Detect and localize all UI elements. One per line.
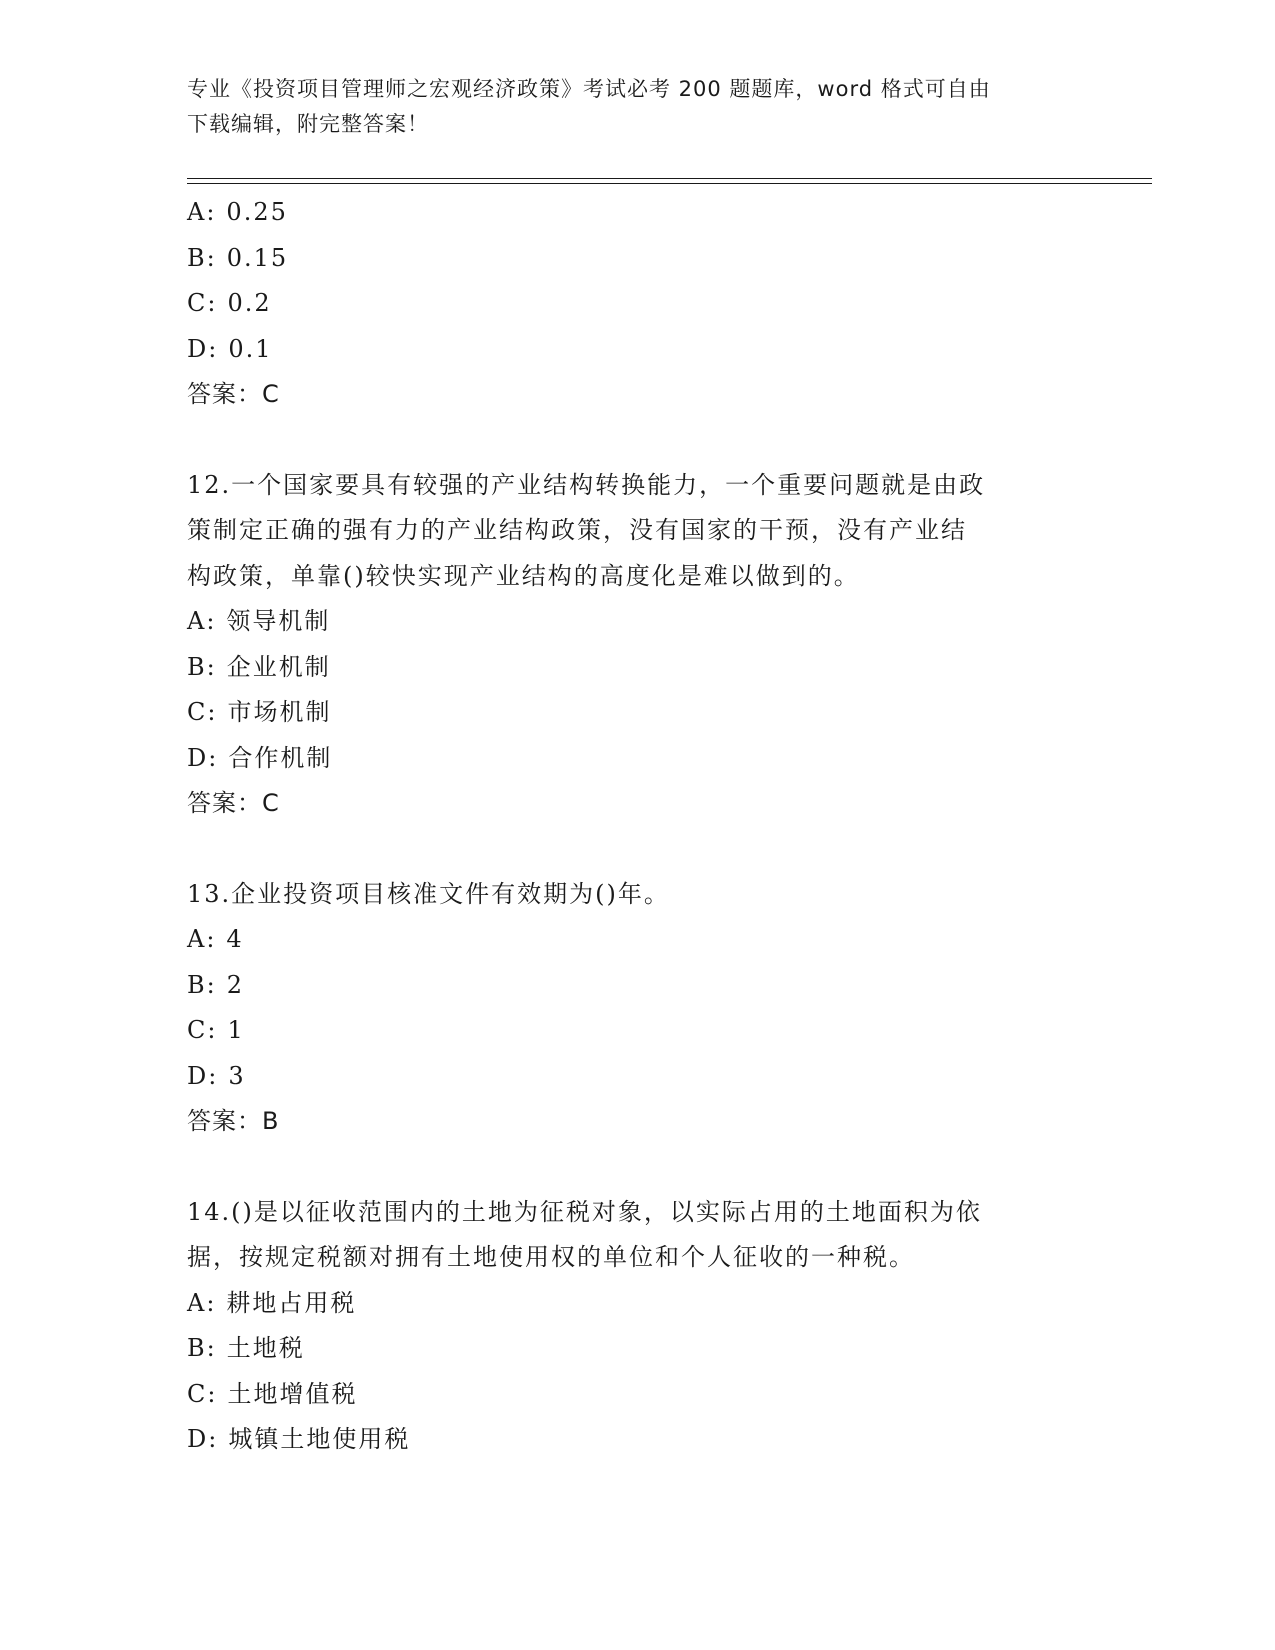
option-b: B: 企业机制 bbox=[187, 652, 331, 681]
header-line-1: 专业《投资项目管理师之宏观经济政策》考试必考 200 题题库，word 格式可自由 bbox=[187, 77, 991, 101]
question-text bbox=[187, 872, 1087, 918]
question-line: 构政策，单靠()较快实现产业结构的高度化是难以做到的。 bbox=[187, 561, 860, 590]
option-b: B: 2 bbox=[187, 970, 245, 999]
answer: 答案：C bbox=[187, 789, 280, 817]
header-line-2: 下载编辑，附完整答案！ bbox=[187, 112, 429, 136]
option-d: D: 城镇土地使用税 bbox=[187, 1425, 411, 1453]
question-14 bbox=[187, 1190, 1087, 1463]
question-list bbox=[187, 190, 1087, 1463]
question-line: 14.()是以征收范围内的土地为征税对象，以实际占用的土地面积为依 bbox=[187, 1197, 982, 1226]
question-text bbox=[187, 463, 1087, 600]
option-c: C: 市场机制 bbox=[187, 698, 332, 726]
option-d: D: 0.1 bbox=[187, 334, 273, 363]
answer: 答案：C bbox=[187, 380, 280, 408]
option-d: D: 合作机制 bbox=[187, 743, 333, 772]
option-a: A: 领导机制 bbox=[187, 607, 331, 635]
header-divider-bottom bbox=[187, 183, 1152, 184]
option-a: A: 耕地占用税 bbox=[187, 1288, 357, 1317]
option-c: C: 1 bbox=[187, 1016, 245, 1044]
header-divider-top bbox=[187, 178, 1152, 179]
option-b: B: 0.15 bbox=[187, 243, 289, 272]
answer: 答案：B bbox=[187, 1107, 280, 1135]
option-c: C: 0.2 bbox=[187, 289, 272, 317]
question-11 bbox=[187, 190, 1087, 418]
option-c: C: 土地增值税 bbox=[187, 1379, 358, 1408]
option-a: A: 4 bbox=[187, 925, 244, 953]
question-line: 据，按规定税额对拥有土地使用权的单位和个人征收的一种税。 bbox=[187, 1243, 915, 1271]
question-line: 12.一个国家要具有较强的产业结构转换能力，一个重要问题就是由政 bbox=[187, 470, 986, 499]
option-b: B: 土地税 bbox=[187, 1334, 305, 1362]
document-header bbox=[187, 72, 1087, 142]
option-d: D: 3 bbox=[187, 1061, 246, 1090]
question-13 bbox=[187, 872, 1087, 1145]
question-line: 策制定正确的强有力的产业结构政策，没有国家的干预，没有产业结 bbox=[187, 516, 967, 544]
question-line: 13.企业投资项目核准文件有效期为()年。 bbox=[187, 879, 670, 908]
question-text bbox=[187, 1190, 1087, 1281]
question-12 bbox=[187, 463, 1087, 827]
option-a: A: 0.25 bbox=[187, 198, 288, 226]
